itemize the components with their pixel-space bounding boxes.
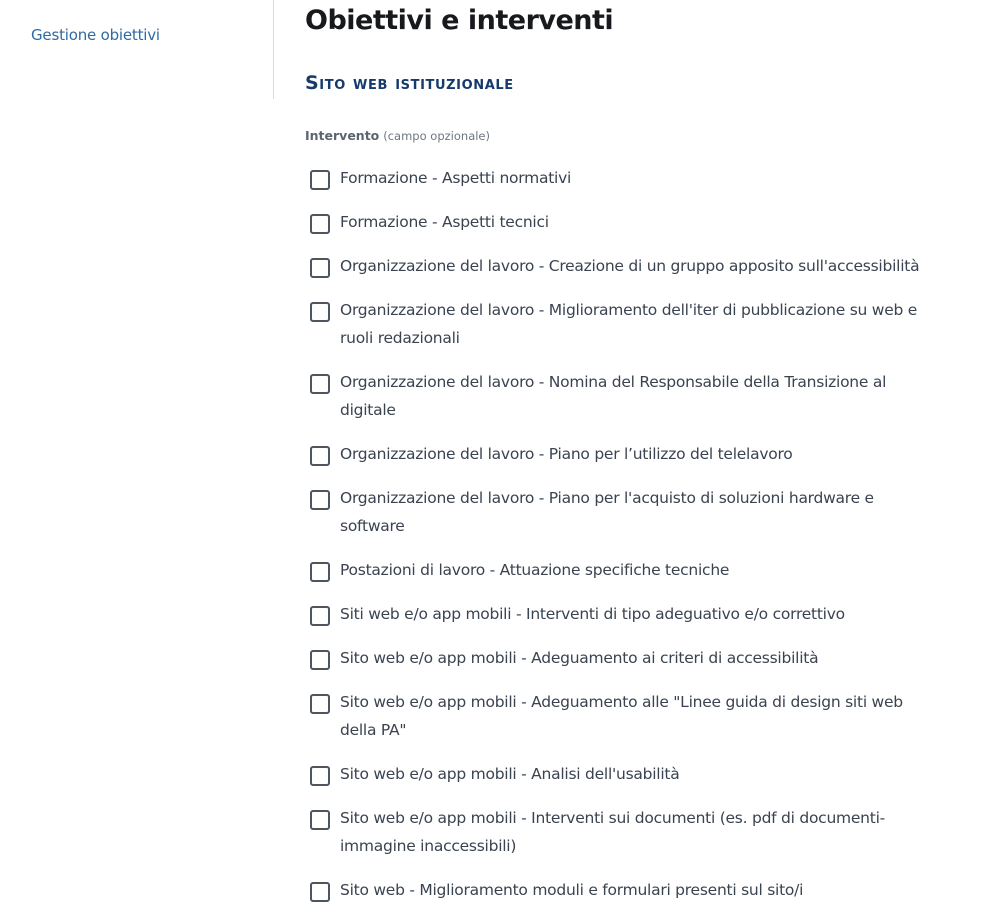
- option-item[interactable]: [305, 804, 920, 860]
- checkbox[interactable]: [310, 446, 330, 466]
- checkbox[interactable]: [310, 810, 330, 830]
- option-label: Siti web e/o app mobili - Interventi di tipo adeguativo e/o correttivo: [340, 605, 845, 623]
- checkbox[interactable]: [310, 606, 330, 626]
- option-item[interactable]: [305, 760, 920, 788]
- option-label: Organizzazione del lavoro - Piano per l’utilizzo del telelavoro: [340, 445, 793, 463]
- intervento-options-list: [305, 164, 985, 920]
- checkbox[interactable]: [310, 650, 330, 670]
- option-label: Postazioni di lavoro - Attuazione specifiche tecniche: [340, 561, 730, 579]
- option-label: Organizzazione del lavoro - Piano per l'acquisto di soluzioni hardware e software: [340, 489, 874, 535]
- option-item[interactable]: [305, 600, 920, 628]
- option-item[interactable]: [305, 644, 920, 672]
- option-item[interactable]: [305, 164, 920, 192]
- option-label: Sito web e/o app mobili - Adeguamento alle "Linee guida di design siti web della PA": [340, 693, 903, 739]
- option-item[interactable]: [305, 688, 920, 744]
- checkbox[interactable]: [310, 302, 330, 322]
- sidebar-link-gestione-obiettivi[interactable]: Gestione obiettivi: [31, 26, 160, 44]
- page-title: Obiettivi e interventi: [305, 5, 614, 36]
- option-item[interactable]: [305, 484, 920, 540]
- checkbox[interactable]: [310, 882, 330, 902]
- option-item[interactable]: [305, 876, 920, 904]
- section-title: Sito web istituzionale: [305, 72, 514, 94]
- option-label: Organizzazione del lavoro - Nomina del Responsabile della Transizione al digitale: [340, 373, 887, 419]
- field-label-text: Intervento: [305, 128, 380, 143]
- checkbox[interactable]: [310, 694, 330, 714]
- checkbox[interactable]: [310, 766, 330, 786]
- checkbox[interactable]: [310, 374, 330, 394]
- option-label: Sito web e/o app mobili - Analisi dell'usabilità: [340, 765, 680, 783]
- option-item[interactable]: [305, 440, 920, 468]
- intervento-field-label: [305, 128, 490, 143]
- option-label: Sito web e/o app mobili - Interventi sui documenti (es. pdf di documenti-immagine inaccessibili): [340, 809, 885, 855]
- option-item[interactable]: [305, 556, 920, 584]
- option-label: Sito web e/o app mobili - Adeguamento ai criteri di accessibilità: [340, 649, 819, 667]
- checkbox[interactable]: [310, 490, 330, 510]
- sidebar: [0, 0, 274, 99]
- option-item[interactable]: [305, 252, 920, 280]
- checkbox[interactable]: [310, 258, 330, 278]
- option-item[interactable]: [305, 208, 920, 236]
- field-label-hint: (campo opzionale): [383, 129, 490, 143]
- option-label: Formazione - Aspetti normativi: [340, 169, 572, 187]
- checkbox[interactable]: [310, 562, 330, 582]
- checkbox[interactable]: [310, 170, 330, 190]
- option-label: Organizzazione del lavoro - Creazione di un gruppo apposito sull'accessibilità: [340, 257, 920, 275]
- option-label: Formazione - Aspetti tecnici: [340, 213, 549, 231]
- option-label: Sito web - Miglioramento moduli e formulari presenti sul sito/i: [340, 881, 804, 899]
- option-item[interactable]: [305, 368, 920, 424]
- option-label: Organizzazione del lavoro - Miglioramento dell'iter di pubblicazione su web e ruoli redazionali: [340, 301, 918, 347]
- checkbox[interactable]: [310, 214, 330, 234]
- option-item[interactable]: [305, 296, 920, 352]
